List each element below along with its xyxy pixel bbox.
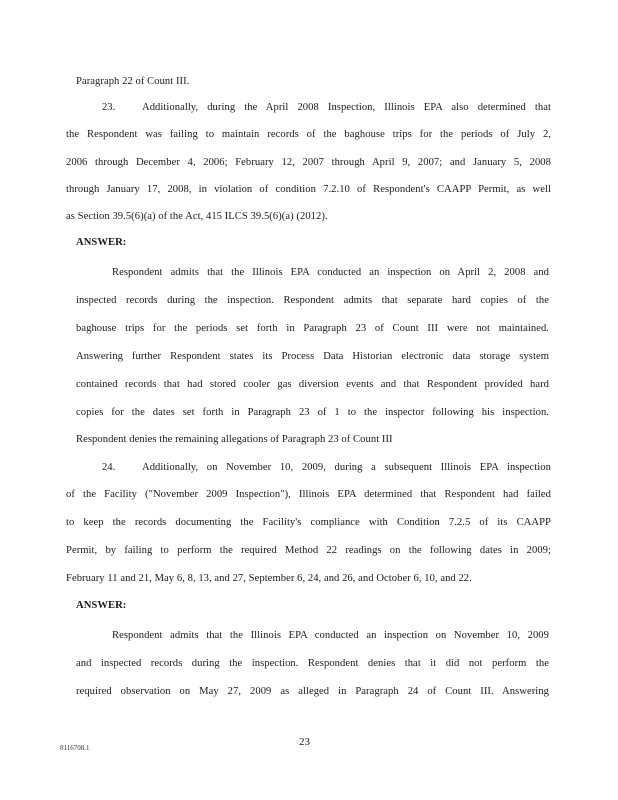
paragraph-23-line-1: Additionally, during the April 2008 Inspection, Illinois EPA also determined that (142, 102, 551, 113)
answer-1-line-7: Respondent denies the remaining allegations of Paragraph 23 of Count III (76, 434, 393, 445)
answer-1-line-6: copies for the dates set forth in Paragraph 23 of 1 to the inspector following his inspection. (76, 407, 549, 418)
paragraph-24-line-3: to keep the records documenting the Facility's compliance with Condition 7.2.5 of its CAAPP (66, 517, 551, 528)
page-number: 23 (299, 736, 310, 748)
answer-1-line-4: Answering further Respondent states its Process Data Historian electronic data storage system (76, 351, 549, 362)
paragraph-23-line-3: 2006 through December 4, 2006; February 12, 2007 through April 9, 2007; and January 5, 2008 (66, 157, 551, 168)
paragraph-23-line-2: the Respondent was failing to maintain records of the baghouse trips for the periods of July 2, (66, 129, 551, 140)
answer-2-heading: ANSWER: (76, 600, 127, 611)
answer-1-line-2: inspected records during the inspection. Respondent admits that separate hard copies of the (76, 295, 549, 306)
answer-2-line-1: Respondent admits that the Illinois EPA conducted an inspection on November 10, 2009 (112, 630, 549, 641)
paragraph-24-line-5: February 11 and 21, May 6, 8, 13, and 27, September 6, 24, and 26, and October 6, 10, and 22. (66, 573, 472, 584)
paragraph-24-line-2: of the Facility ("November 2009 Inspection"), Illinois EPA determined that Respondent had failed (66, 489, 551, 500)
answer-1-line-5: contained records that had stored cooler gas diversion events and that Respondent provided hard (76, 379, 549, 390)
paragraph-24-number: 24. (102, 462, 116, 473)
answer-1-line-3: baghouse trips for the periods set forth in Paragraph 23 of Count III were not maintained. (76, 323, 549, 334)
answer-1-line-1: Respondent admits that the Illinois EPA conducted an inspection on April 2, 2008 and (112, 267, 549, 278)
paragraph-24-line-1: Additionally, on November 10, 2009, during a subsequent Illinois EPA inspection (142, 462, 551, 473)
continuation-text: Paragraph 22 of Count III. (76, 76, 190, 87)
paragraph-24-line-4: Permit, by failing to perform the required Method 22 readings on the following dates in 2009; (66, 545, 551, 556)
answer-2-line-2: and inspected records during the inspection. Respondent denies that it did not perform the (76, 658, 549, 669)
answer-1-heading: ANSWER: (76, 237, 127, 248)
footer-document-id: 8116708.1 (60, 744, 90, 752)
paragraph-23-line-5: as Section 39.5(6)(a) of the Act, 415 ILCS 39.5(6)(a) (2012). (66, 211, 328, 222)
answer-2-line-3: required observation on May 27, 2009 as alleged in Paragraph 24 of Count III. Answering (76, 686, 549, 697)
paragraph-23-number: 23. (102, 102, 116, 113)
paragraph-23-line-4: through January 17, 2008, in violation of condition 7.2.10 of Respondent's CAAPP Permit, as well (66, 184, 551, 195)
